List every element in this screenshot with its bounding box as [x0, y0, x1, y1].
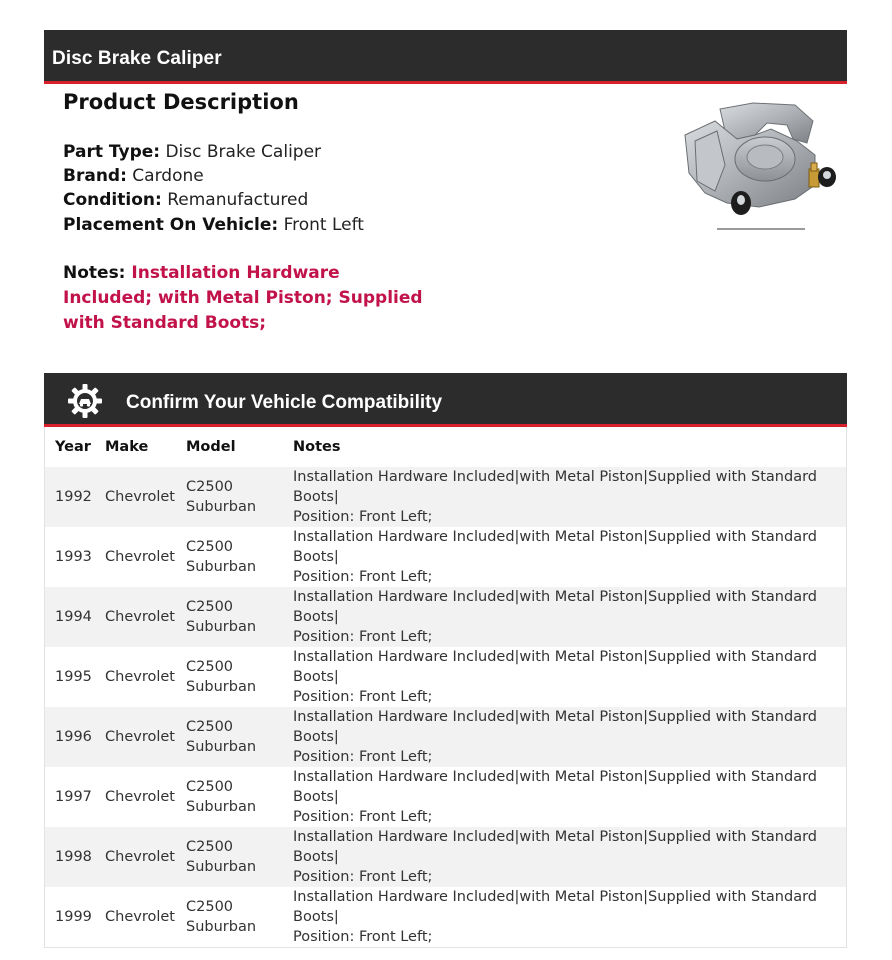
- notes-line: Installation Hardware Included|with Metal Piston|Supplied with Standard Boots|: [293, 829, 817, 865]
- spec-part-type: [63, 140, 321, 164]
- table-header-row: [45, 427, 846, 467]
- spec-value: Disc Brake Caliper: [165, 142, 322, 162]
- product-notes: [63, 261, 423, 336]
- model-line: C2500: [186, 779, 234, 795]
- product-title: Disc Brake Caliper: [52, 48, 222, 69]
- notes-line: Position: Front Left;: [293, 689, 433, 705]
- column-year: Year: [55, 439, 91, 455]
- notes-line: Position: Front Left;: [293, 749, 433, 765]
- table-row: [45, 527, 846, 587]
- cell-notes: [283, 767, 846, 827]
- spec-value: Front Left: [283, 215, 364, 235]
- cell-make: Chevrolet: [95, 767, 176, 827]
- cell-year: 1998: [45, 827, 95, 887]
- model-line: C2500: [186, 539, 234, 555]
- cell-year: 1995: [45, 647, 95, 707]
- gear-icon: [66, 382, 104, 420]
- model-line: Suburban: [186, 499, 257, 515]
- description-heading: Product Description: [63, 90, 299, 114]
- model-line: C2500: [186, 479, 234, 495]
- model-line: C2500: [186, 599, 234, 615]
- notes-line: Installation Hardware Included|with Metal Piston|Supplied with Standard Boots|: [293, 589, 817, 625]
- compatibility-banner: [44, 373, 847, 427]
- notes-line: Position: Front Left;: [293, 629, 433, 645]
- cell-model: [176, 467, 283, 527]
- table-row: [45, 707, 846, 767]
- spec-value: Cardone: [132, 166, 204, 186]
- cell-make: Chevrolet: [95, 827, 176, 887]
- cell-notes: [283, 527, 846, 587]
- table-row: [45, 827, 846, 887]
- cell-make: Chevrolet: [95, 527, 176, 587]
- model-line: Suburban: [186, 619, 257, 635]
- model-line: Suburban: [186, 559, 257, 575]
- cell-year: 1996: [45, 707, 95, 767]
- notes-line: Installation Hardware Included|with Metal Piston|Supplied with Standard Boots|: [293, 649, 817, 685]
- notes-line: Position: Front Left;: [293, 869, 433, 885]
- spec-label: Part Type:: [63, 142, 161, 162]
- column-make: Make: [105, 439, 149, 455]
- spec-label: Brand:: [63, 166, 127, 186]
- compatibility-table: [44, 427, 847, 948]
- cell-model: [176, 587, 283, 647]
- cell-notes: [283, 827, 846, 887]
- model-line: Suburban: [186, 679, 257, 695]
- column-notes: Notes: [293, 439, 341, 455]
- model-line: C2500: [186, 839, 234, 855]
- model-line: Suburban: [186, 919, 257, 935]
- column-model: Model: [186, 439, 236, 455]
- cell-year: 1999: [45, 887, 95, 947]
- notes-line: Position: Front Left;: [293, 509, 433, 525]
- brake-caliper-image: [675, 95, 840, 235]
- cell-make: Chevrolet: [95, 887, 176, 947]
- cell-model: [176, 527, 283, 587]
- table-row: [45, 767, 846, 827]
- notes-line: Installation Hardware Included|with Metal Piston|Supplied with Standard Boots|: [293, 709, 817, 745]
- cell-model: [176, 647, 283, 707]
- cell-model: [176, 707, 283, 767]
- table-row: [45, 647, 846, 707]
- cell-notes: [283, 647, 846, 707]
- cell-notes: [283, 887, 846, 947]
- notes-line: Installation Hardware Included|with Metal Piston|Supplied with Standard Boots|: [293, 529, 817, 565]
- table-row: [45, 467, 846, 527]
- cell-make: Chevrolet: [95, 707, 176, 767]
- cell-year: 1994: [45, 587, 95, 647]
- notes-text: Installation Hardware Included; with Metal Piston; Supplied with Standard Boots;: [63, 263, 423, 333]
- table-row: [45, 887, 846, 947]
- cell-model: [176, 767, 283, 827]
- cell-notes: [283, 587, 846, 647]
- notes-line: Installation Hardware Included|with Metal Piston|Supplied with Standard Boots|: [293, 769, 817, 805]
- cell-year: 1993: [45, 527, 95, 587]
- model-line: C2500: [186, 719, 234, 735]
- spec-label: Placement On Vehicle:: [63, 215, 279, 235]
- notes-line: Position: Front Left;: [293, 569, 433, 585]
- notes-line: Installation Hardware Included|with Metal Piston|Supplied with Standard Boots|: [293, 469, 817, 505]
- model-line: Suburban: [186, 799, 257, 815]
- model-line: C2500: [186, 659, 234, 675]
- model-line: Suburban: [186, 739, 257, 755]
- model-line: C2500: [186, 899, 234, 915]
- spec-condition: [63, 188, 308, 212]
- cell-notes: [283, 707, 846, 767]
- cell-make: Chevrolet: [95, 467, 176, 527]
- spec-brand: [63, 164, 204, 188]
- cell-model: [176, 887, 283, 947]
- cell-year: 1997: [45, 767, 95, 827]
- model-line: Suburban: [186, 859, 257, 875]
- notes-line: Installation Hardware Included|with Metal Piston|Supplied with Standard Boots|: [293, 889, 817, 925]
- spec-placement: [63, 213, 364, 237]
- notes-line: Position: Front Left;: [293, 809, 433, 825]
- cell-notes: [283, 467, 846, 527]
- spec-value: Remanufactured: [167, 190, 309, 210]
- cell-make: Chevrolet: [95, 647, 176, 707]
- spec-label: Condition:: [63, 190, 162, 210]
- cell-model: [176, 827, 283, 887]
- table-row: [45, 587, 846, 647]
- cell-year: 1992: [45, 467, 95, 527]
- compatibility-title: Confirm Your Vehicle Compatibility: [126, 392, 443, 413]
- notes-line: Position: Front Left;: [293, 929, 433, 945]
- cell-make: Chevrolet: [95, 587, 176, 647]
- notes-label: Notes:: [63, 263, 126, 283]
- product-title-banner: [44, 30, 847, 84]
